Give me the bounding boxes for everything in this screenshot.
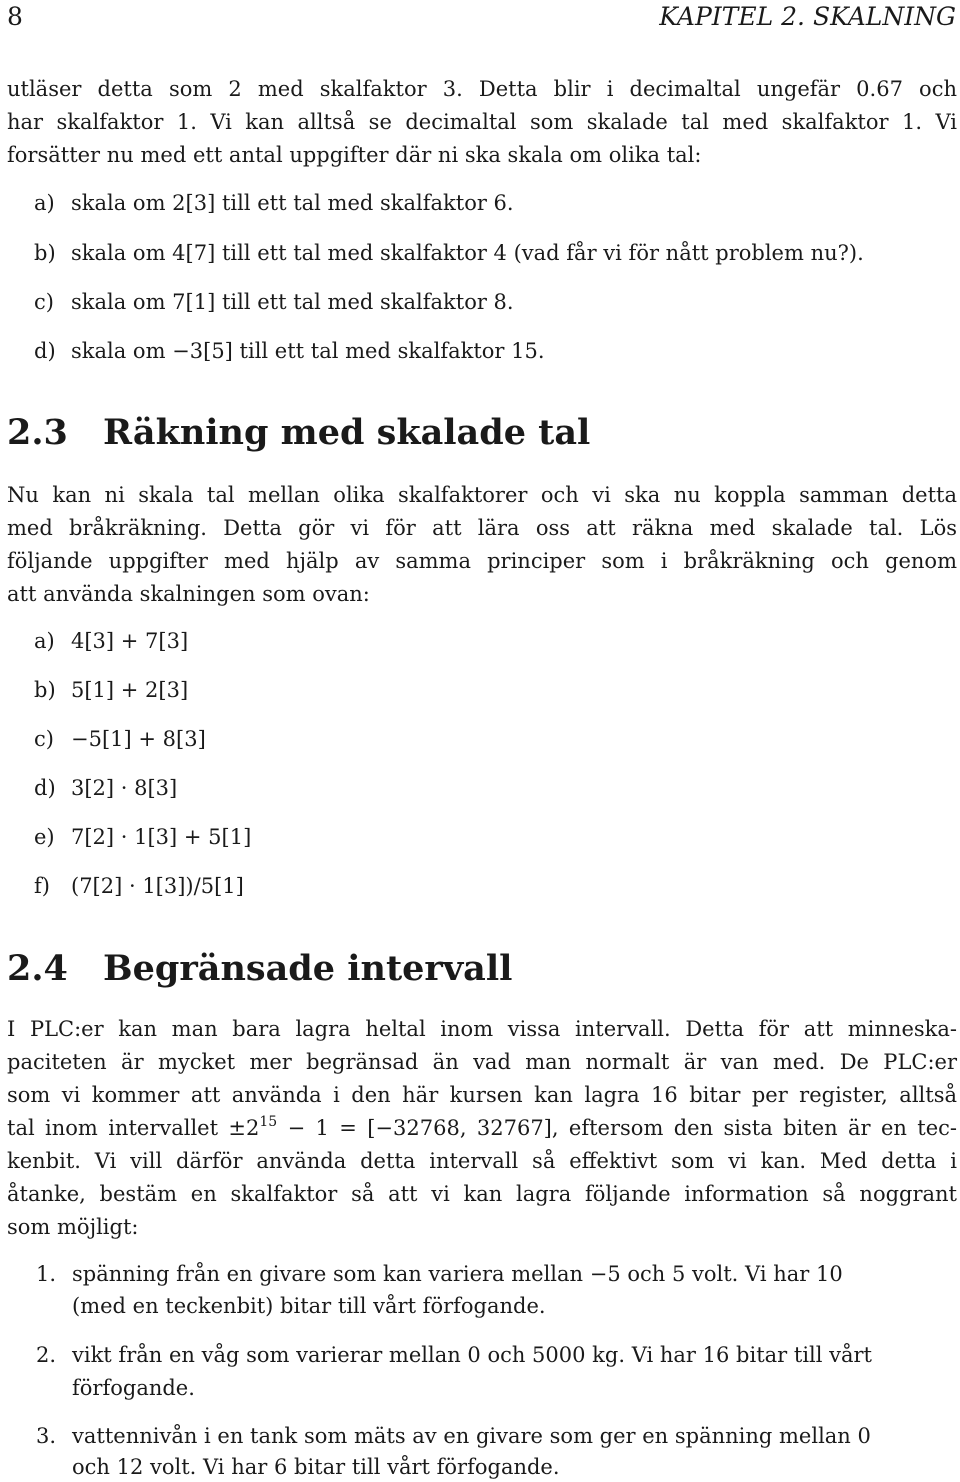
item-text: skala om −3[5] till ett tal med skalfaktor 15.: [71, 339, 545, 363]
list-item: [34, 724, 206, 754]
section-heading: [7, 411, 590, 455]
list-item: [34, 822, 251, 852]
page-number: 8: [7, 2, 23, 31]
list-item: [36, 1340, 872, 1370]
item-text: −5[1] + 8[3]: [71, 727, 206, 751]
item-label: c): [34, 290, 54, 314]
paragraph-line: att använda skalningen som ovan:: [7, 582, 370, 606]
list-item: [34, 626, 188, 656]
item-text: 4[3] + 7[3]: [71, 629, 189, 653]
item-label: 2.: [36, 1343, 57, 1367]
intro-line: har skalfaktor 1. Vi kan alltså se decimaltal som skalade tal med skalfaktor 1. Vi: [7, 110, 957, 134]
item-text: skala om 2[3] till ett tal med skalfaktor 6.: [71, 191, 514, 215]
item-continuation: förfogande.: [72, 1376, 195, 1400]
item-label: f): [34, 874, 50, 898]
item-text: spänning från en givare som kan variera mellan −5 och 5 volt. Vi har 10: [72, 1262, 843, 1286]
paragraph-line: med bråkräkning. Detta gör vi för att lära oss att räkna med skalade tal. Lös: [7, 516, 957, 540]
item-label: 3.: [36, 1424, 57, 1448]
interval-text: − 1 = [−32768, 32767], eftersom den sista biten är en tec-: [277, 1116, 957, 1140]
item-label: e): [34, 825, 55, 849]
item-text: skala om 7[1] till ett tal med skalfaktor 8.: [71, 290, 514, 314]
list-item: [36, 1259, 843, 1289]
intro-line: utläser detta som 2 med skalfaktor 3. Detta blir i decimaltal ungefär 0.67 och: [7, 77, 957, 101]
section-heading: [7, 947, 512, 991]
item-text: (7[2] · 1[3])/5[1]: [71, 874, 244, 898]
item-text: skala om 4[7] till ett tal med skalfaktor 4 (vad får vi för nått problem nu?).: [71, 241, 864, 265]
paragraph-line: [7, 1113, 957, 1143]
item-text: vikt från en våg som varierar mellan 0 och 5000 kg. Vi har 16 bitar till vårt: [72, 1343, 872, 1367]
item-label: c): [34, 727, 54, 751]
item-continuation: och 12 volt. Vi har 6 bitar till vårt förfogande.: [72, 1455, 560, 1479]
list-item: [34, 871, 244, 901]
item-continuation: (med en teckenbit) bitar till vårt förfogande.: [72, 1294, 546, 1318]
paragraph-line: som vi kommer att använda i den här kursen kan lagra 16 bitar per register, alltså: [7, 1083, 957, 1107]
section-number: 2.3: [7, 412, 68, 453]
section-number: 2.4: [7, 948, 68, 989]
section-title: Begränsade intervall: [103, 948, 513, 989]
item-label: b): [34, 241, 56, 265]
item-label: d): [34, 776, 56, 800]
item-label: 1.: [36, 1262, 57, 1286]
paragraph-line: följande uppgifter med hjälp av samma principer som i bråkräkning och genom: [7, 549, 957, 573]
paragraph-line: åtanke, bestäm en skalfaktor så att vi kan lagra följande information så noggrant: [7, 1182, 957, 1206]
paragraph-line: kenbit. Vi vill därför använda detta intervall så effektivt som vi kan. Med detta i: [7, 1149, 957, 1173]
list-item: [34, 238, 864, 268]
list-item: [36, 1421, 871, 1451]
intro-line: forsätter nu med ett antal uppgifter där ni ska skala om olika tal:: [7, 143, 702, 167]
item-label: a): [34, 629, 55, 653]
interval-text: tal inom intervallet ±2: [7, 1116, 260, 1140]
paragraph-line: I PLC:er kan man bara lagra heltal inom vissa intervall. Detta för att minneska-: [7, 1017, 957, 1041]
list-item: [34, 336, 545, 366]
list-item: [34, 773, 177, 803]
list-item: [34, 287, 514, 317]
section-title: Räkning med skalade tal: [103, 412, 591, 453]
item-text: 5[1] + 2[3]: [71, 678, 189, 702]
list-item: [34, 188, 514, 218]
chapter-title: KAPITEL 2. SKALNING: [659, 2, 956, 31]
paragraph-line: som möjligt:: [7, 1215, 139, 1239]
list-item: [34, 675, 188, 705]
item-label: d): [34, 339, 56, 363]
item-label: a): [34, 191, 55, 215]
item-text: 3[2] · 8[3]: [71, 776, 178, 800]
paragraph-line: paciteten är mycket mer begränsad än vad man normalt är van med. De PLC:er: [7, 1050, 957, 1074]
item-text: 7[2] · 1[3] + 5[1]: [71, 825, 252, 849]
item-text: vattennivån i en tank som mäts av en givare som ger en spänning mellan 0: [72, 1424, 871, 1448]
item-label: b): [34, 678, 56, 702]
paragraph-line: Nu kan ni skala tal mellan olika skalfaktorer och vi ska nu koppla samman detta: [7, 483, 957, 507]
exponent: 15: [259, 1114, 278, 1130]
